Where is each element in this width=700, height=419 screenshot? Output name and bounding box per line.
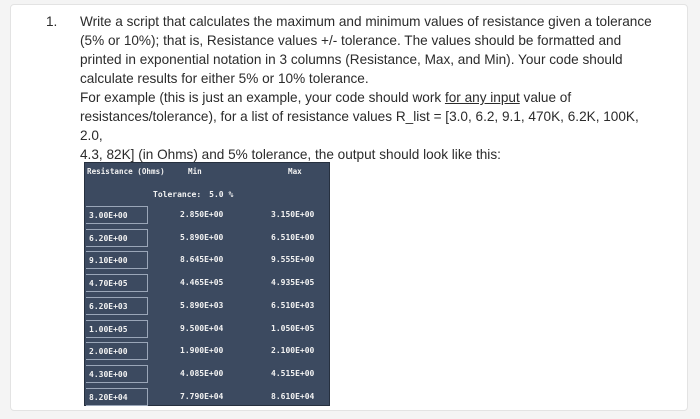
- max-cell: 1.050E+05: [271, 323, 315, 333]
- question-line: printed in exponential notation in 3 columns (Resistance, Max, and Min). Your code should: [80, 52, 623, 67]
- min-cell: 5.890E+00: [180, 232, 224, 242]
- output-table-image: [84, 162, 330, 406]
- min-cell: 7.790E+04: [180, 391, 224, 401]
- min-cell: 2.850E+00: [180, 210, 224, 219]
- table-row: [85, 342, 329, 364]
- max-cell: 2.100E+00: [271, 346, 315, 356]
- resistance-cell: 6.20E+03: [86, 297, 148, 315]
- max-cell: 4.515E+00: [271, 368, 315, 378]
- resistance-cell: 8.20E+04: [86, 388, 148, 406]
- underlined-text: for any input: [444, 90, 520, 105]
- example-line: resistances/tolerance), for a list of resistance values R_list = [3.0, 6.2, 9.1, 470K, 6.2K, 100K, 2.0,: [80, 109, 639, 143]
- max-cell: 4.935E+05: [271, 278, 315, 288]
- resistance-cell: 4.30E+00: [86, 365, 148, 383]
- header-min: Min: [188, 167, 202, 176]
- header-resistance: Resistance (Ohms): [87, 167, 165, 176]
- table-row: [85, 320, 329, 342]
- tolerance-value: 5.0 %: [209, 190, 234, 199]
- example-text: value of: [519, 90, 572, 105]
- header-max: Max: [288, 167, 302, 176]
- tolerance-label: Tolerance:: [153, 190, 202, 199]
- example-line: 4.3, 82K] (in Ohms) and 5% tolerance, the output should look like this:: [80, 147, 501, 162]
- resistance-cell: 3.00E+00: [86, 206, 148, 224]
- resistance-cell: 6.20E+00: [86, 229, 148, 247]
- resistance-cell: 1.00E+05: [86, 320, 148, 338]
- min-cell: 4.465E+05: [180, 278, 224, 288]
- max-cell: 6.510E+00: [271, 232, 315, 242]
- table-row: [85, 274, 329, 296]
- min-cell: 1.900E+00: [180, 346, 224, 356]
- tolerance-line: [153, 190, 233, 199]
- question-number: 1.: [46, 14, 58, 29]
- question-line: Write a script that calculates the maximum and minimum values of resistance given a tolerance: [80, 14, 652, 29]
- resistance-cell: 2.00E+00: [86, 342, 148, 360]
- table-row: [85, 297, 329, 319]
- example-line: [80, 88, 660, 107]
- max-cell: 9.555E+00: [271, 255, 315, 265]
- question-text: [80, 12, 660, 164]
- max-cell: 8.610E+04: [271, 391, 315, 401]
- max-cell: 3.150E+00: [271, 210, 315, 219]
- min-cell: 4.085E+00: [180, 368, 224, 378]
- table-row: [85, 229, 329, 251]
- table-row: [85, 388, 329, 410]
- question-line: calculate results for either 5% or 10% tolerance.: [80, 71, 369, 86]
- resistance-cell: 9.10E+00: [86, 251, 148, 269]
- min-cell: 8.645E+00: [180, 255, 224, 265]
- max-cell: 6.510E+03: [271, 300, 315, 310]
- table-row: [85, 365, 329, 387]
- resistance-cell: 4.70E+05: [86, 274, 148, 292]
- question-line: (5% or 10%); that is, Resistance values +/- tolerance. The values should be formatted and: [80, 33, 622, 48]
- table-row: [85, 251, 329, 273]
- example-text: For example (this is just an example, your code should work: [80, 90, 445, 105]
- min-cell: 5.890E+03: [180, 300, 224, 310]
- table-row: [85, 206, 329, 228]
- min-cell: 9.500E+04: [180, 323, 224, 333]
